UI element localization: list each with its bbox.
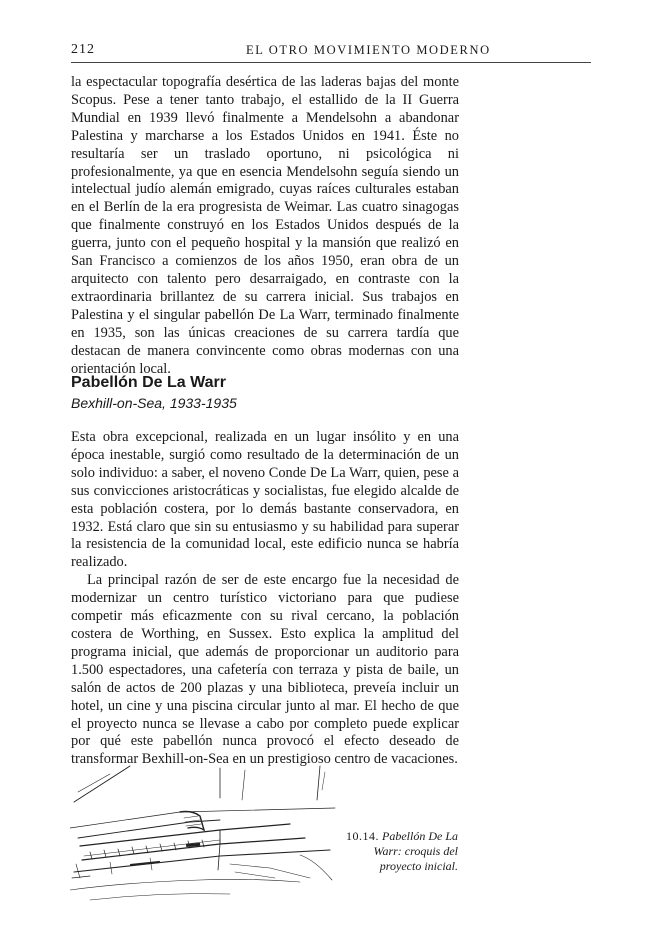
section-paragraph-1: Esta obra excepcional, realizada en un lugar insólito y en una época inestable, surgió como resultado de la determinación de un solo individuo: a saber, el noveno Conde De La Warr, quien, pese a sus convicciones aristocráticas y socialistas, fue elegido alcalde de esta población costera, por lo demás bastante conservadora, en 1932. Está claro que sin su entusiasmo y su habilidad para superar la resistencia de la comunidad local, este edificio nunca se habría realizado. bbox=[71, 429, 459, 571]
figure-caption bbox=[340, 829, 458, 873]
section-heading bbox=[71, 373, 471, 412]
pavilion-sketch-figure bbox=[70, 760, 340, 910]
section-paragraph-2: La principal razón de ser de este encargo fue la necesidad de modernizar un centro turístico victoriano para que pudiese competir más eficazmente con su rival cercano, la población costera de Worthing, en Sussex. Esto explica la amplitud del programa inicial, que además de proporcionar un auditorio para 1.500 espectadores, una cafetería con terraza y pista de baile, un salón de actos de 200 plazas y una biblioteca, preveía incluir un hotel, un cine y una piscina circular junto al mar. El hecho de que el proyecto nunca se llevase a cabo por completo puede explicar por qué este pabellón nunca provocó el efecto deseado de transformar Bexhill-on-Sea en un prestigioso centro de vacaciones. bbox=[71, 572, 459, 768]
running-head-title: EL OTRO MOVIMIENTO MODERNO bbox=[246, 43, 491, 57]
figure-caption-text: Pabellón De La Warr: croquis del proyecto inicial. bbox=[373, 829, 458, 873]
intro-paragraph: la espectacular topografía desértica de las laderas bajas del monte Scopus. Pese a tener tanto trabajo, el estallido de la II Guerra Mundial en 1939 llevó finalmente a Mendelsohn a abandonar Palestina y marcharse a los Estados Unidos en 1941. Éste no resultaría ser un traslado oportuno, ni psicológica ni profesionalmente, ya que en esencia Mendelsohn seguía siendo un intelectual judío alemán emigrado, cuyas raíces culturales estaban en el Berlín de la era progresista de Weimar. Las cuatro sinagogas que finalmente construyó en los Estados Unidos después de la guerra, junto con el pequeño hospital y la mansión que realizó en San Francisco a comienzos de los años 1950, eran obra de un arquitecto con talento pero desarraigado, en contraste con la extraordinaria brillantez de su carrera inicial. Sus trabajos en Palestina y el singular pabellón De La Warr, terminado finalmente en 1935, son las únicas creaciones de su carrera tardía que destacan de manera convincente como obras modernas con una orientación local. bbox=[71, 74, 459, 377]
page-number: 212 bbox=[71, 42, 95, 57]
section-subtitle: Bexhill-on-Sea, 1933-1935 bbox=[71, 395, 237, 411]
figure-number: 10.14. bbox=[346, 829, 379, 843]
running-head bbox=[71, 40, 591, 63]
section-title: Pabellón De La Warr bbox=[71, 374, 226, 391]
section-text-block bbox=[71, 429, 459, 769]
intro-text-block bbox=[71, 74, 459, 378]
